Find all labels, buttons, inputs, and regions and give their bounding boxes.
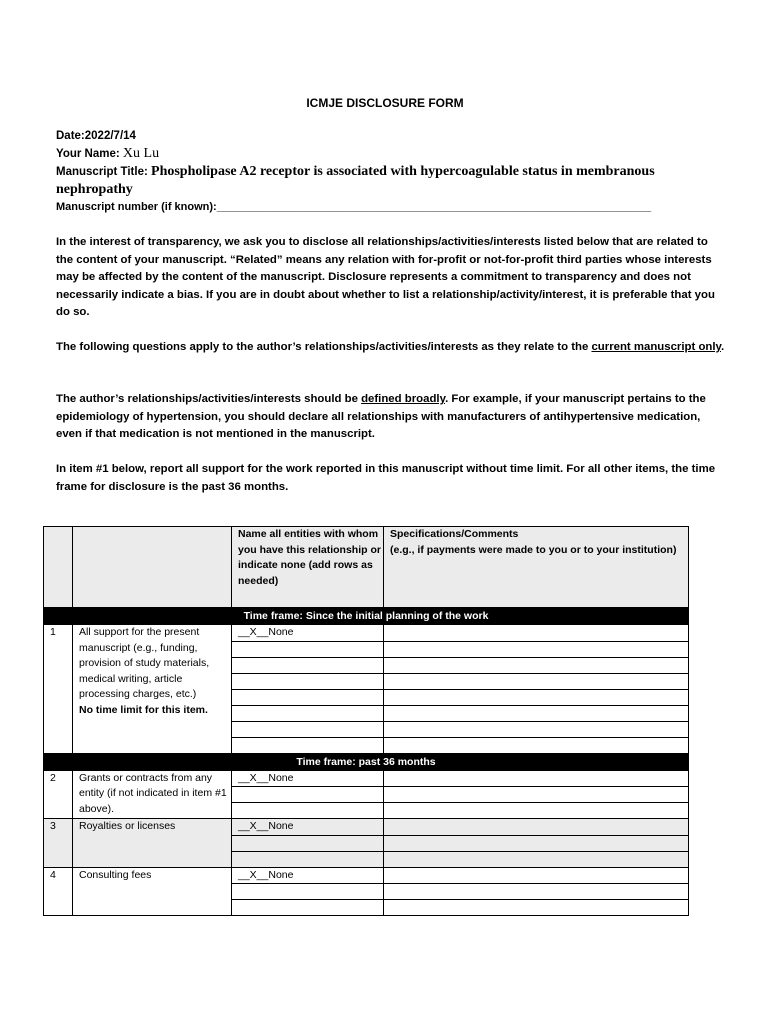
spec-cell[interactable] [384,673,689,689]
item-1-entity-value[interactable]: __X__None [232,625,384,642]
item-1-label-cell [73,625,232,754]
band-2-text: Time frame: past 36 months [44,753,689,770]
entity-cell[interactable] [232,803,384,819]
entity-cell[interactable] [232,657,384,673]
name-value: Xu Lu [122,146,160,161]
item-1-spec-cell[interactable] [384,625,689,642]
name-line [56,146,159,162]
time-frame-band-2 [44,753,689,770]
item-1-num: 1 [44,625,73,754]
date-value: 2022/7/14 [84,130,136,142]
header-num-cell [44,527,73,608]
para2-end: . [721,341,725,353]
header-item-cell [73,527,232,608]
manuscript-title-line [56,164,655,180]
date-line [56,130,136,142]
item-3-entity-value[interactable]: __X__None [232,819,384,836]
entity-cell[interactable] [232,705,384,721]
spec-cell[interactable] [384,641,689,657]
table-row [44,625,689,642]
spec-cell[interactable] [384,737,689,753]
item-4-entity-value[interactable]: __X__None [232,867,384,884]
time-frame-band-1 [44,608,689,625]
spec-cell[interactable] [384,689,689,705]
manuscript-title-label: Manuscript Title: [56,166,148,178]
spec-cell[interactable] [384,657,689,673]
entity-cell[interactable] [232,900,384,916]
time-limit-paragraph: In item #1 below, report all support for the work reported in this manuscript without time limit. For all other items, the time frame for disclosure is the past 36 months. [56,463,716,493]
manuscript-title-value-1: Phospholipase A2 receptor is associated with hypercoagulable status in membranous [151,164,655,179]
item-3-num: 3 [44,819,73,868]
item-4-spec-cell[interactable] [384,867,689,884]
entity-cell[interactable] [232,737,384,753]
transparency-paragraph: In the interest of transparency, we ask you to disclose all relationships/activities/interests listed below that are related to the content of your manuscript. “Related” means any relation with for-profit or not-for-profit third parties whose interests may be affected by the content of the manuscript. Disclosure represents a commitment to transparency and does not necessarily indicate a bias. If you are in doubt about whether to list a relationship/activity/interest, it is preferable that you do so. [56,236,715,318]
entity-cell[interactable] [232,641,384,657]
table-row [44,819,689,836]
entity-cell[interactable] [232,835,384,851]
header-specs-line2: (e.g., if payments were made to you or to your institution) [390,543,677,556]
item-2-entity-value[interactable]: __X__None [232,770,384,787]
para3-underline: defined broadly [361,393,446,405]
entity-cell[interactable] [232,851,384,867]
spec-cell[interactable] [384,721,689,737]
item-4-num: 4 [44,867,73,916]
entity-cell[interactable] [232,884,384,900]
spec-cell[interactable] [384,787,689,803]
item-3-spec-cell[interactable] [384,819,689,836]
manuscript-title-value-2: nephropathy [56,182,133,197]
manuscript-number-blank: _______________________________________________________________________ [216,201,652,213]
date-label: Date: [56,130,85,142]
item-1-label-bold: No time limit for this item. [79,703,208,716]
manuscript-title-line-2 [56,182,133,198]
table-header-row [44,527,689,608]
para2-underline: current manuscript only [591,341,722,353]
item-4-label: Consulting fees [73,867,232,916]
manuscript-number-line [56,201,696,213]
disclosure-table [43,526,689,916]
header-specs-cell [384,527,689,608]
entity-cell[interactable] [232,721,384,737]
table-row [44,770,689,787]
defined-broadly-paragraph [56,391,728,444]
header-specs-line1: Specifications/Comments [390,528,519,540]
spec-cell[interactable] [384,851,689,867]
current-manuscript-paragraph [56,339,728,357]
spec-cell[interactable] [384,835,689,851]
band-1-text: Time frame: Since the initial planning of the work [44,608,689,625]
form-title: ICMJE DISCLOSURE FORM [306,96,464,110]
entity-cell[interactable] [232,787,384,803]
header-entities-cell: Name all entities with whom you have this relationship or indicate none (add rows as needed) [232,527,384,608]
entity-cell[interactable] [232,673,384,689]
item-3-label: Royalties or licenses [73,819,232,868]
para3-end: . For example, if your manuscript pertains to the epidemiology of hypertension, you should declare all relationships with manufacturers of antihypertensive medication, even if that medication is not mentioned in the manuscript. [56,393,706,440]
entity-cell[interactable] [232,689,384,705]
name-label: Your Name: [56,148,120,160]
item-2-label: Grants or contracts from any entity (if not indicated in item #1 above). [73,770,232,819]
para2-text: The following questions apply to the author’s relationships/activities/interests as they relate to the [56,341,592,353]
spec-cell[interactable] [384,900,689,916]
para3-start: The author’s relationships/activities/interests should be [56,393,362,405]
spec-cell[interactable] [384,884,689,900]
item-1-label: All support for the present manuscript (e.g., funding, provision of study materials, medical writing, article processing charges, etc.) [79,626,210,701]
manuscript-number-label: Manuscript number (if known): [56,201,217,213]
spec-cell[interactable] [384,705,689,721]
table-row [44,867,689,884]
item-2-num: 2 [44,770,73,819]
spec-cell[interactable] [384,803,689,819]
item-2-spec-cell[interactable] [384,770,689,787]
